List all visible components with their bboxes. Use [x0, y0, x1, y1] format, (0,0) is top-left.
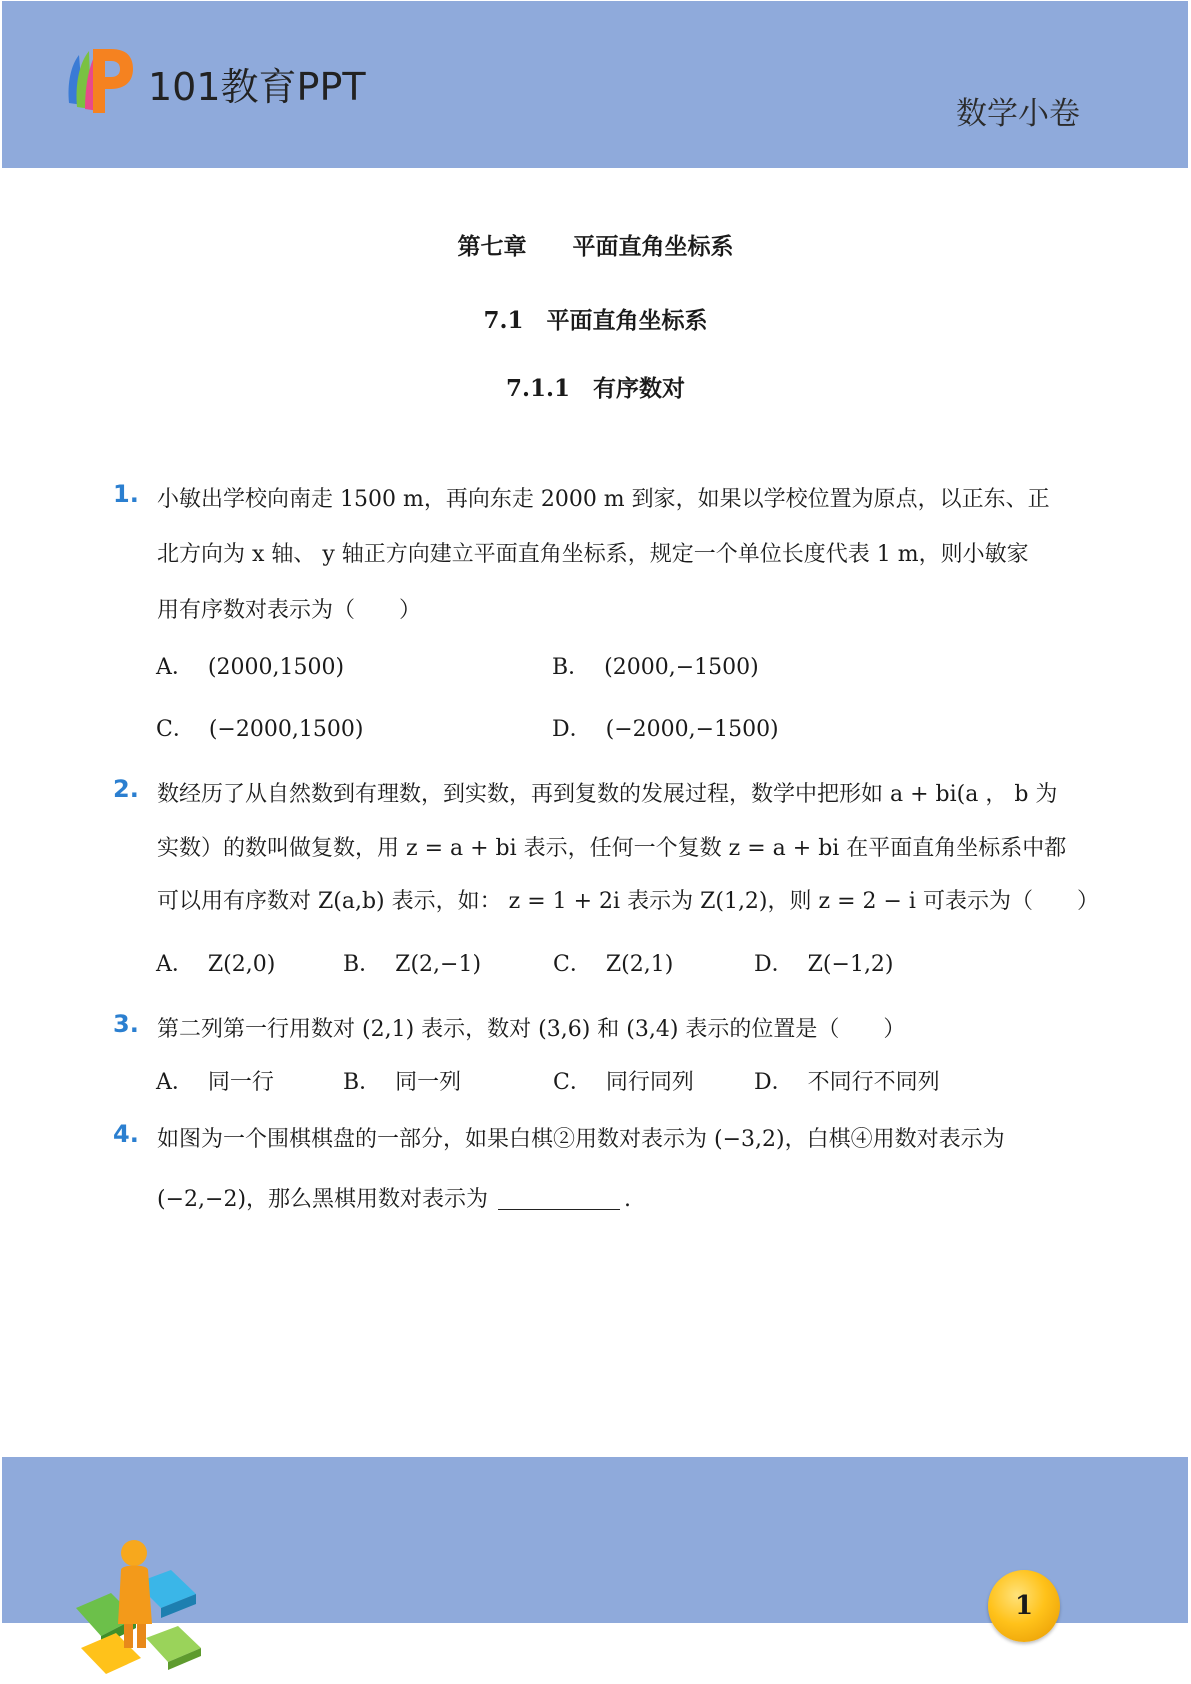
subsection-title: 7.1.1 有序数对 — [505, 375, 686, 402]
answer-blank[interactable] — [498, 1187, 620, 1210]
question-text-line: 数经历了从自然数到有理数，到实数，再到复数的发展过程，数学中把形如 a + bi(a ， b 为 — [157, 782, 1058, 807]
header-tag: 数学小卷 — [956, 96, 1080, 132]
option-b[interactable]: B． (2000,−1500) — [552, 655, 759, 680]
question-number: 2. — [113, 775, 139, 803]
option-c[interactable]: C． (−2000,1500) — [156, 717, 364, 742]
question-number: 1. — [113, 480, 139, 508]
option-a[interactable]: A． Z(2,0) — [156, 952, 276, 977]
option-a[interactable]: A． 同一行 — [156, 1070, 274, 1095]
option-b[interactable]: B． Z(2,−1) — [343, 952, 482, 977]
question-text-line: 用有序数对表示为（ ） — [157, 598, 422, 623]
option-a[interactable]: A． (2000,1500) — [156, 655, 345, 680]
question-number: 3. — [113, 1010, 139, 1038]
section-title: 7.1 平面直角坐标系 — [483, 307, 708, 334]
question-text-line: 可以用有序数对 Z(a,b) 表示，如： z = 1 + 2i 表示为 Z(1,2)，则 z = 2 − i 可表示为（ ） — [157, 889, 1099, 914]
option-d[interactable]: D． (−2000,−1500) — [552, 717, 779, 742]
header-band — [2, 1, 1188, 168]
question-text-line: 小敏出学校向南走 1500 m，再向东走 2000 m 到家，如果以学校位置为原点，以正东、正 — [157, 487, 1050, 512]
page-number-badge: 1 — [988, 1570, 1060, 1642]
option-c[interactable]: C． Z(2,1) — [553, 952, 674, 977]
question-text-line: 实数）的数叫做复数，用 z = a + bi 表示，任何一个复数 z = a + bi 在平面直角坐标系中都 — [157, 836, 1067, 861]
question-text-line: 第二列第一行用数对 (2,1) 表示，数对 (3,6) 和 (3,4) 表示的位置是（ ） — [157, 1017, 906, 1042]
question-number: 4. — [113, 1120, 139, 1148]
chapter-title: 第七章 平面直角坐标系 — [457, 233, 734, 260]
brand-logo-icon — [59, 43, 134, 118]
option-b[interactable]: B． 同一列 — [343, 1070, 462, 1095]
question-text-line: (−2,−2)，那么黑棋用数对表示为 . — [157, 1187, 632, 1212]
question-text-line: 如图为一个围棋棋盘的一部分，如果白棋②用数对表示为 (−3,2)，白棋④用数对表示为 — [157, 1127, 1005, 1152]
option-d[interactable]: D． Z(−1,2) — [754, 952, 894, 977]
option-d[interactable]: D． 不同行不同列 — [754, 1070, 940, 1095]
option-c[interactable]: C． 同行同列 — [553, 1070, 694, 1095]
brand-name: 101教育PPT — [148, 65, 366, 109]
question-text-line: 北方向为 x 轴、 y 轴正方向建立平面直角坐标系，规定一个单位长度代表 1 m，则小敏家 — [157, 542, 1029, 567]
mascot-on-tiles-icon — [66, 1538, 216, 1678]
